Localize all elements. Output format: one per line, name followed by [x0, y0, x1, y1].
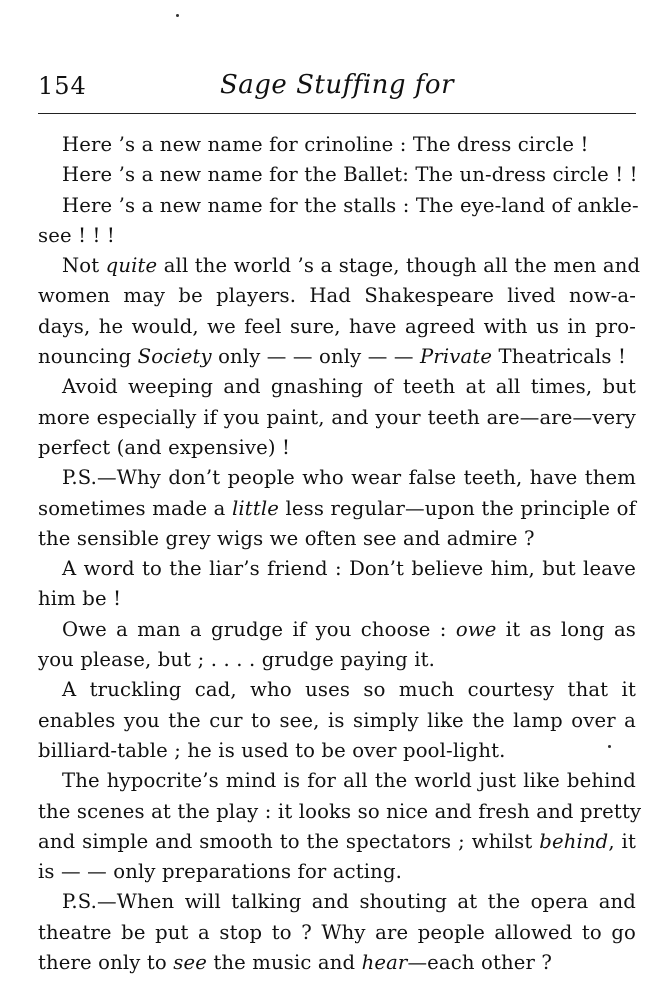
- text-line: [38, 887, 636, 917]
- text-segment: there only to: [38, 951, 174, 975]
- text-segment: him be !: [38, 587, 122, 611]
- text-segment: days, he would, we feel sure, have agreed with us in pro-: [38, 314, 636, 338]
- italic-text: Private: [420, 345, 493, 369]
- text-segment: enables you the cur to see, is simply like the lamp over a: [38, 708, 636, 732]
- text-segment: Here ’s a new name for the stalls : The eye-land of ankle-: [62, 193, 639, 217]
- text-line: [38, 160, 636, 190]
- text-line: [38, 251, 641, 281]
- text-segment: Theatricals !: [492, 345, 627, 369]
- text-line: [38, 797, 642, 827]
- italic-text: hear: [361, 951, 408, 975]
- text-line: [38, 554, 636, 584]
- text-segment: A word to the liar’s friend : Don’t believe him, but leave: [62, 557, 636, 581]
- text-segment: it as long as: [496, 617, 636, 641]
- text-line: [38, 433, 636, 463]
- text-segment: Not: [62, 254, 106, 278]
- text-line: [38, 403, 636, 433]
- text-line: [38, 281, 636, 311]
- text-segment: is — — only preparations for acting.: [38, 860, 403, 884]
- text-segment: Owe a man a grudge if you choose :: [62, 617, 456, 641]
- text-segment: P.S.—When will talking and shouting at the opera and: [62, 890, 636, 914]
- text-line: [38, 857, 636, 887]
- body-text: [38, 130, 642, 978]
- text-line: [38, 584, 636, 614]
- text-segment: Here ’s a new name for crinoline : The dress circle !: [62, 133, 589, 156]
- text-segment: billiard-table ; he is used to be over pool-light.: [38, 738, 506, 762]
- text-segment: Avoid weeping and gnashing of teeth at all times, but: [62, 375, 636, 399]
- text-segment: perfect (and expensive) !: [38, 435, 291, 459]
- header-rule: [38, 113, 636, 114]
- text-segment: the music and: [206, 951, 362, 975]
- text-segment: women may be players. Had Shakespeare lived now-a-: [38, 284, 636, 308]
- text-segment: you please, but ; . . . . grudge paying it.: [38, 648, 436, 672]
- text-line: [38, 675, 636, 705]
- text-segment: sometimes made a: [38, 496, 232, 520]
- text-segment: —each other ?: [407, 951, 553, 975]
- italic-text: quite: [105, 254, 158, 278]
- text-line: [38, 524, 636, 554]
- text-segment: see ! ! !: [38, 223, 115, 247]
- italic-text: see: [173, 951, 207, 975]
- text-segment: the sensible grey wigs we often see and admire ?: [38, 526, 535, 550]
- text-segment: only — — only — —: [211, 345, 421, 369]
- text-line: [38, 191, 639, 221]
- text-line: [38, 918, 636, 948]
- italic-text: little: [231, 496, 280, 520]
- text-line: [38, 736, 636, 766]
- text-segment: all the world ’s a stage, though all the men and: [157, 254, 641, 278]
- text-line: [38, 372, 636, 402]
- text-segment: and simple and smooth to the spectators ; whilst: [38, 829, 540, 853]
- text-segment: more especially if you paint, and your teeth are—are—very: [38, 405, 636, 429]
- text-line: [38, 645, 636, 675]
- italic-text: Society: [137, 345, 212, 369]
- text-line: [38, 221, 636, 251]
- text-line: [38, 130, 636, 160]
- text-segment: theatre be put a stop to ? Why are people allowed to go: [38, 920, 636, 944]
- text-segment: nouncing: [38, 345, 138, 369]
- text-line: [38, 827, 636, 857]
- text-segment: less regular—upon the principle of: [279, 496, 636, 520]
- ink-speck: [176, 14, 179, 17]
- text-line: [38, 494, 636, 524]
- page-header: [38, 70, 636, 110]
- text-line: [38, 342, 636, 372]
- text-segment: P.S.—Why don’t people who wear false teeth, have them: [62, 466, 636, 490]
- text-line: [38, 706, 636, 736]
- italic-text: behind: [539, 829, 609, 853]
- italic-text: owe: [455, 617, 497, 641]
- text-segment: Here ’s a new name for the Ballet: The un-dress circle ! !: [62, 163, 638, 187]
- text-line: [38, 312, 636, 342]
- text-line: [38, 615, 636, 645]
- text-segment: A truckling cad, who uses so much courtesy that it: [62, 678, 636, 702]
- text-segment: , it: [608, 829, 636, 853]
- text-line: [38, 766, 636, 796]
- page-number: 154: [38, 72, 87, 100]
- text-segment: the scenes at the play : it looks so nice and fresh and pretty: [38, 799, 642, 823]
- text-line: [38, 948, 636, 978]
- text-segment: The hypocrite’s mind is for all the world just like behind: [62, 769, 636, 793]
- running-title: Sage Stuffing for: [219, 70, 455, 100]
- text-line: [38, 463, 636, 493]
